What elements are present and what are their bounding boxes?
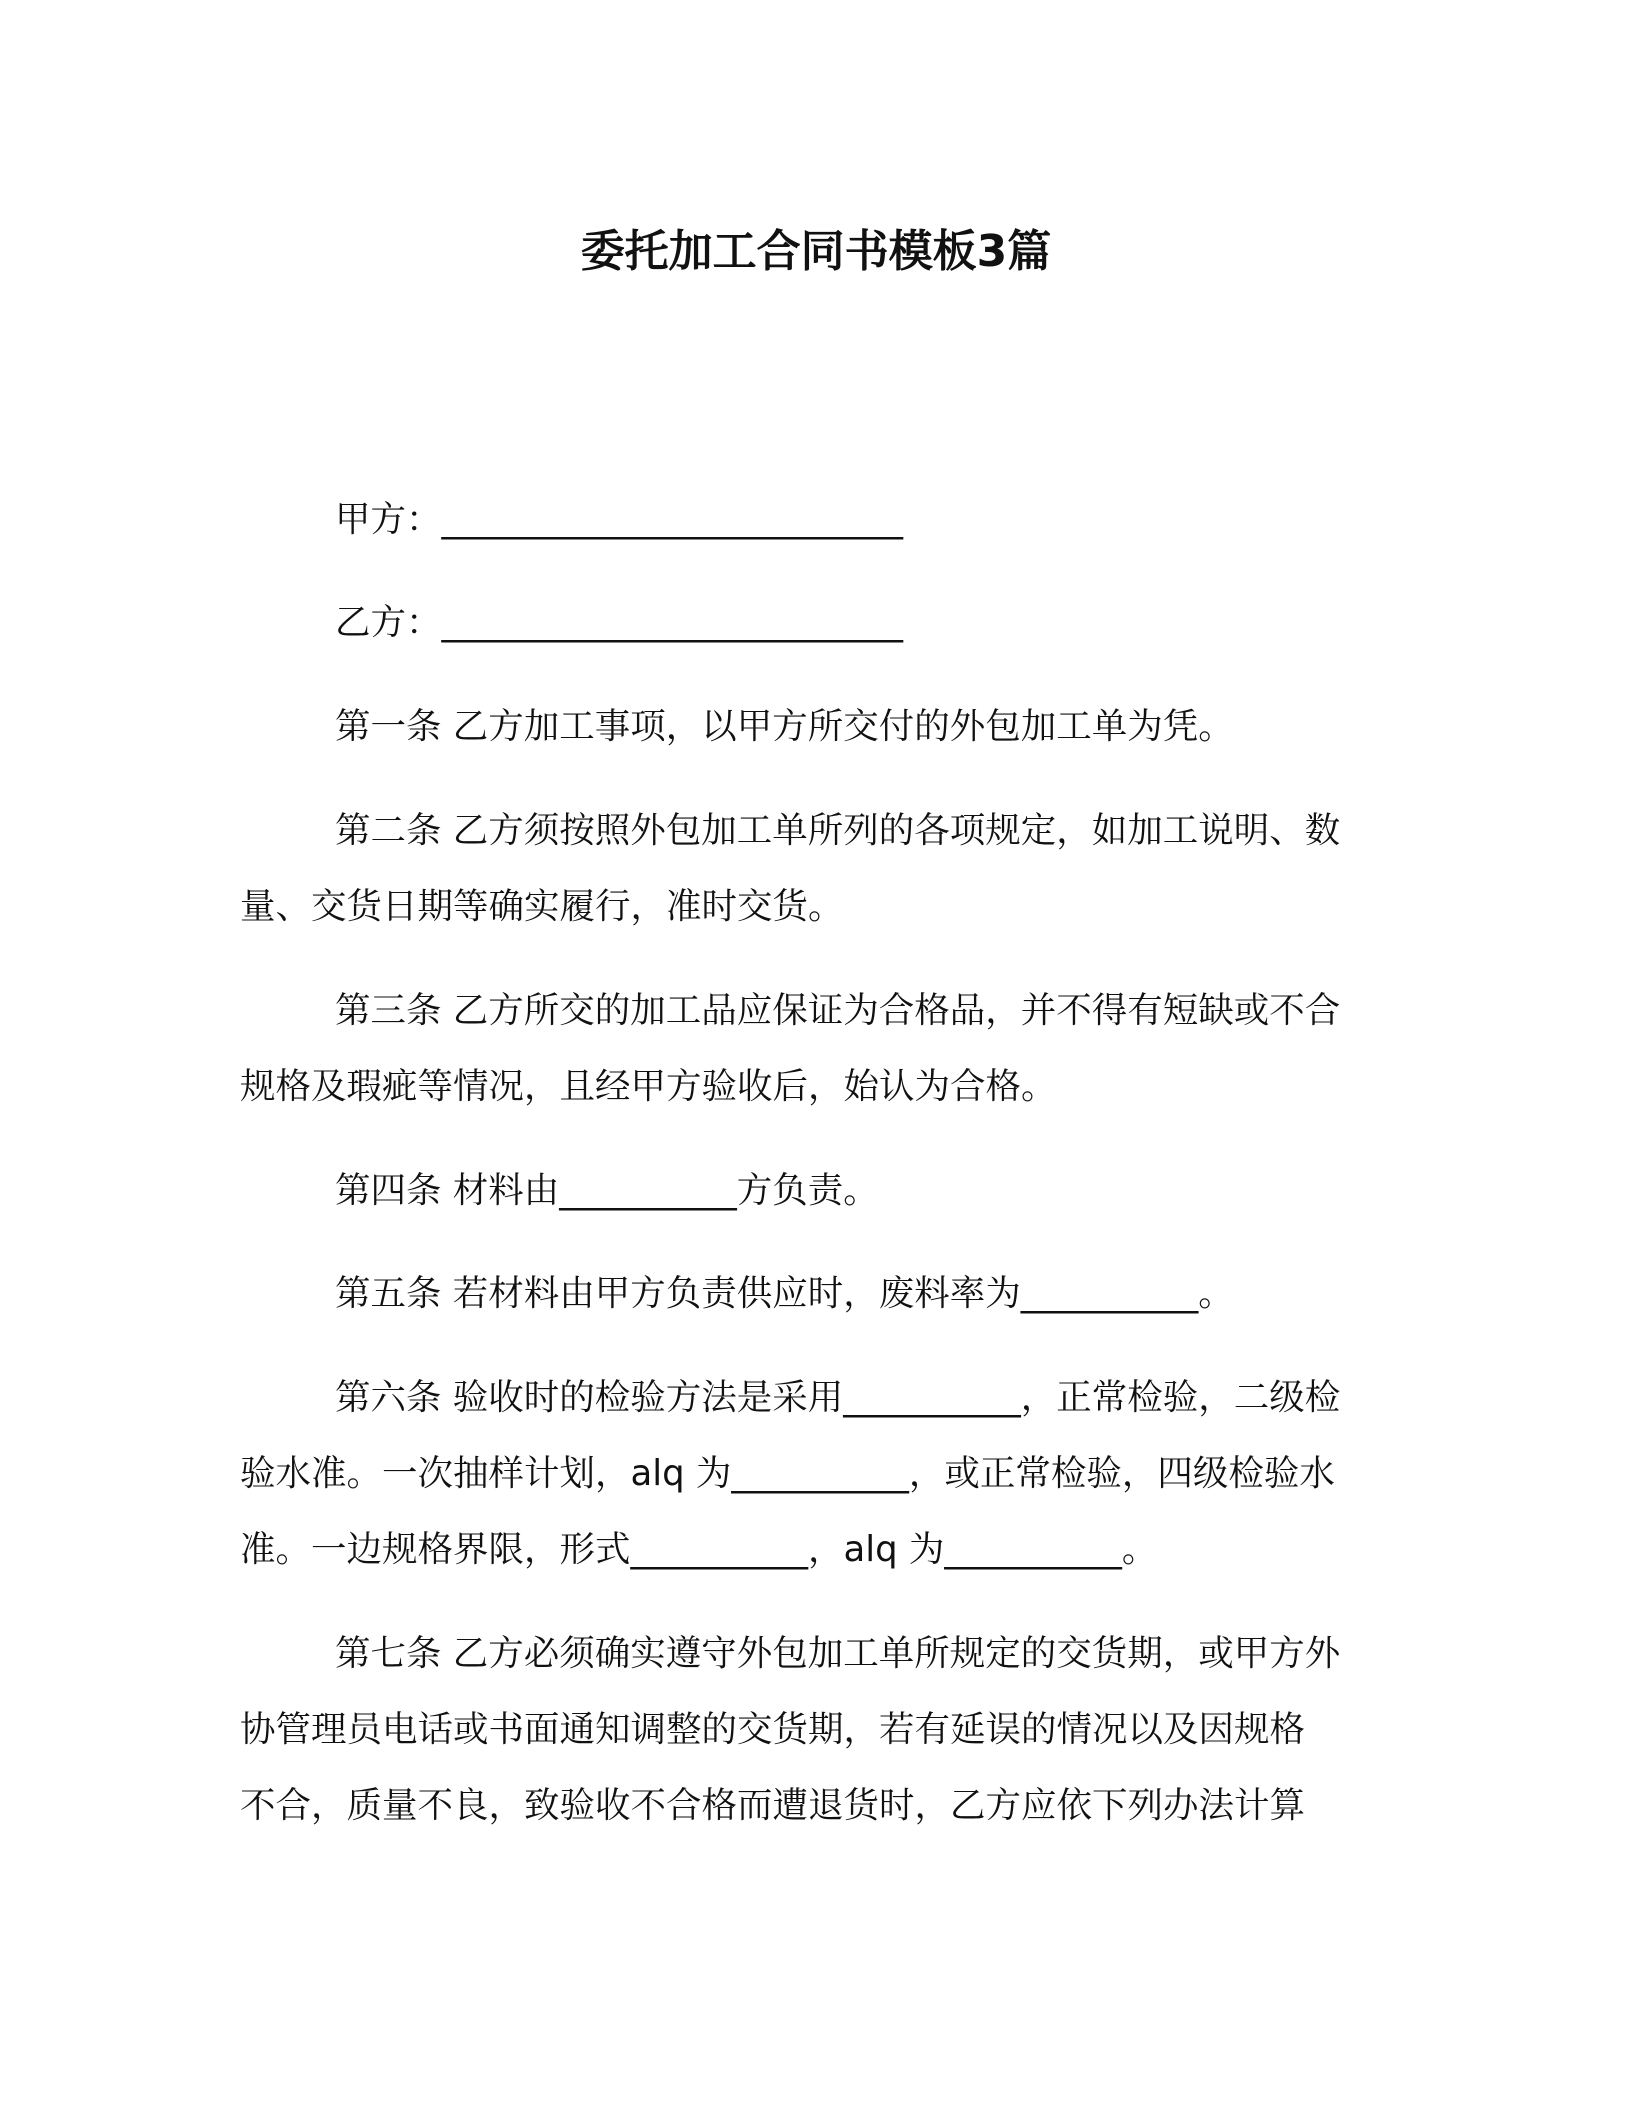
clause-6-line-3: 准。一边规格界限，形式__________，alq 为__________。 xyxy=(240,1529,1158,1570)
clause-5-line-1: 第五条 若材料由甲方负责供应时，废料率为__________。 xyxy=(335,1273,1234,1314)
party-a-line: 甲方：__________________________ xyxy=(335,499,904,540)
clause-6-line-2: 验水准。一次抽样计划，alq 为__________，或正常检验，四级检验水 xyxy=(240,1453,1335,1494)
clause-3-line-2: 规格及瑕疵等情况，且经甲方验收后，始认为合格。 xyxy=(240,1066,1057,1107)
document-title: 委托加工合同书模板3篇 xyxy=(580,226,1052,277)
clause-7-line-1: 第七条 乙方必须确实遵守外包加工单所规定的交货期，或甲方外 xyxy=(335,1633,1341,1674)
clause-2-line-1: 第二条 乙方须按照外包加工单所列的各项规定，如加工说明、数 xyxy=(335,810,1341,851)
clause-6-line-1: 第六条 验收时的检验方法是采用__________，正常检验，二级检 xyxy=(335,1377,1341,1418)
clause-7-line-3: 不合，质量不良，致验收不合格而遭退货时，乙方应依下列办法计算 xyxy=(240,1785,1306,1826)
clause-3-line-1: 第三条 乙方所交的加工品应保证为合格品，并不得有短缺或不合 xyxy=(335,990,1341,1031)
clause-4-line-1: 第四条 材料由__________方负责。 xyxy=(335,1170,879,1211)
clause-7-line-2: 协管理员电话或书面通知调整的交货期，若有延误的情况以及因规格 xyxy=(240,1709,1306,1750)
clause-2-line-2: 量、交货日期等确实履行，准时交货。 xyxy=(240,886,844,927)
party-b-line: 乙方：__________________________ xyxy=(335,602,904,643)
clause-1-line-1: 第一条 乙方加工事项，以甲方所交付的外包加工单为凭。 xyxy=(335,706,1234,747)
